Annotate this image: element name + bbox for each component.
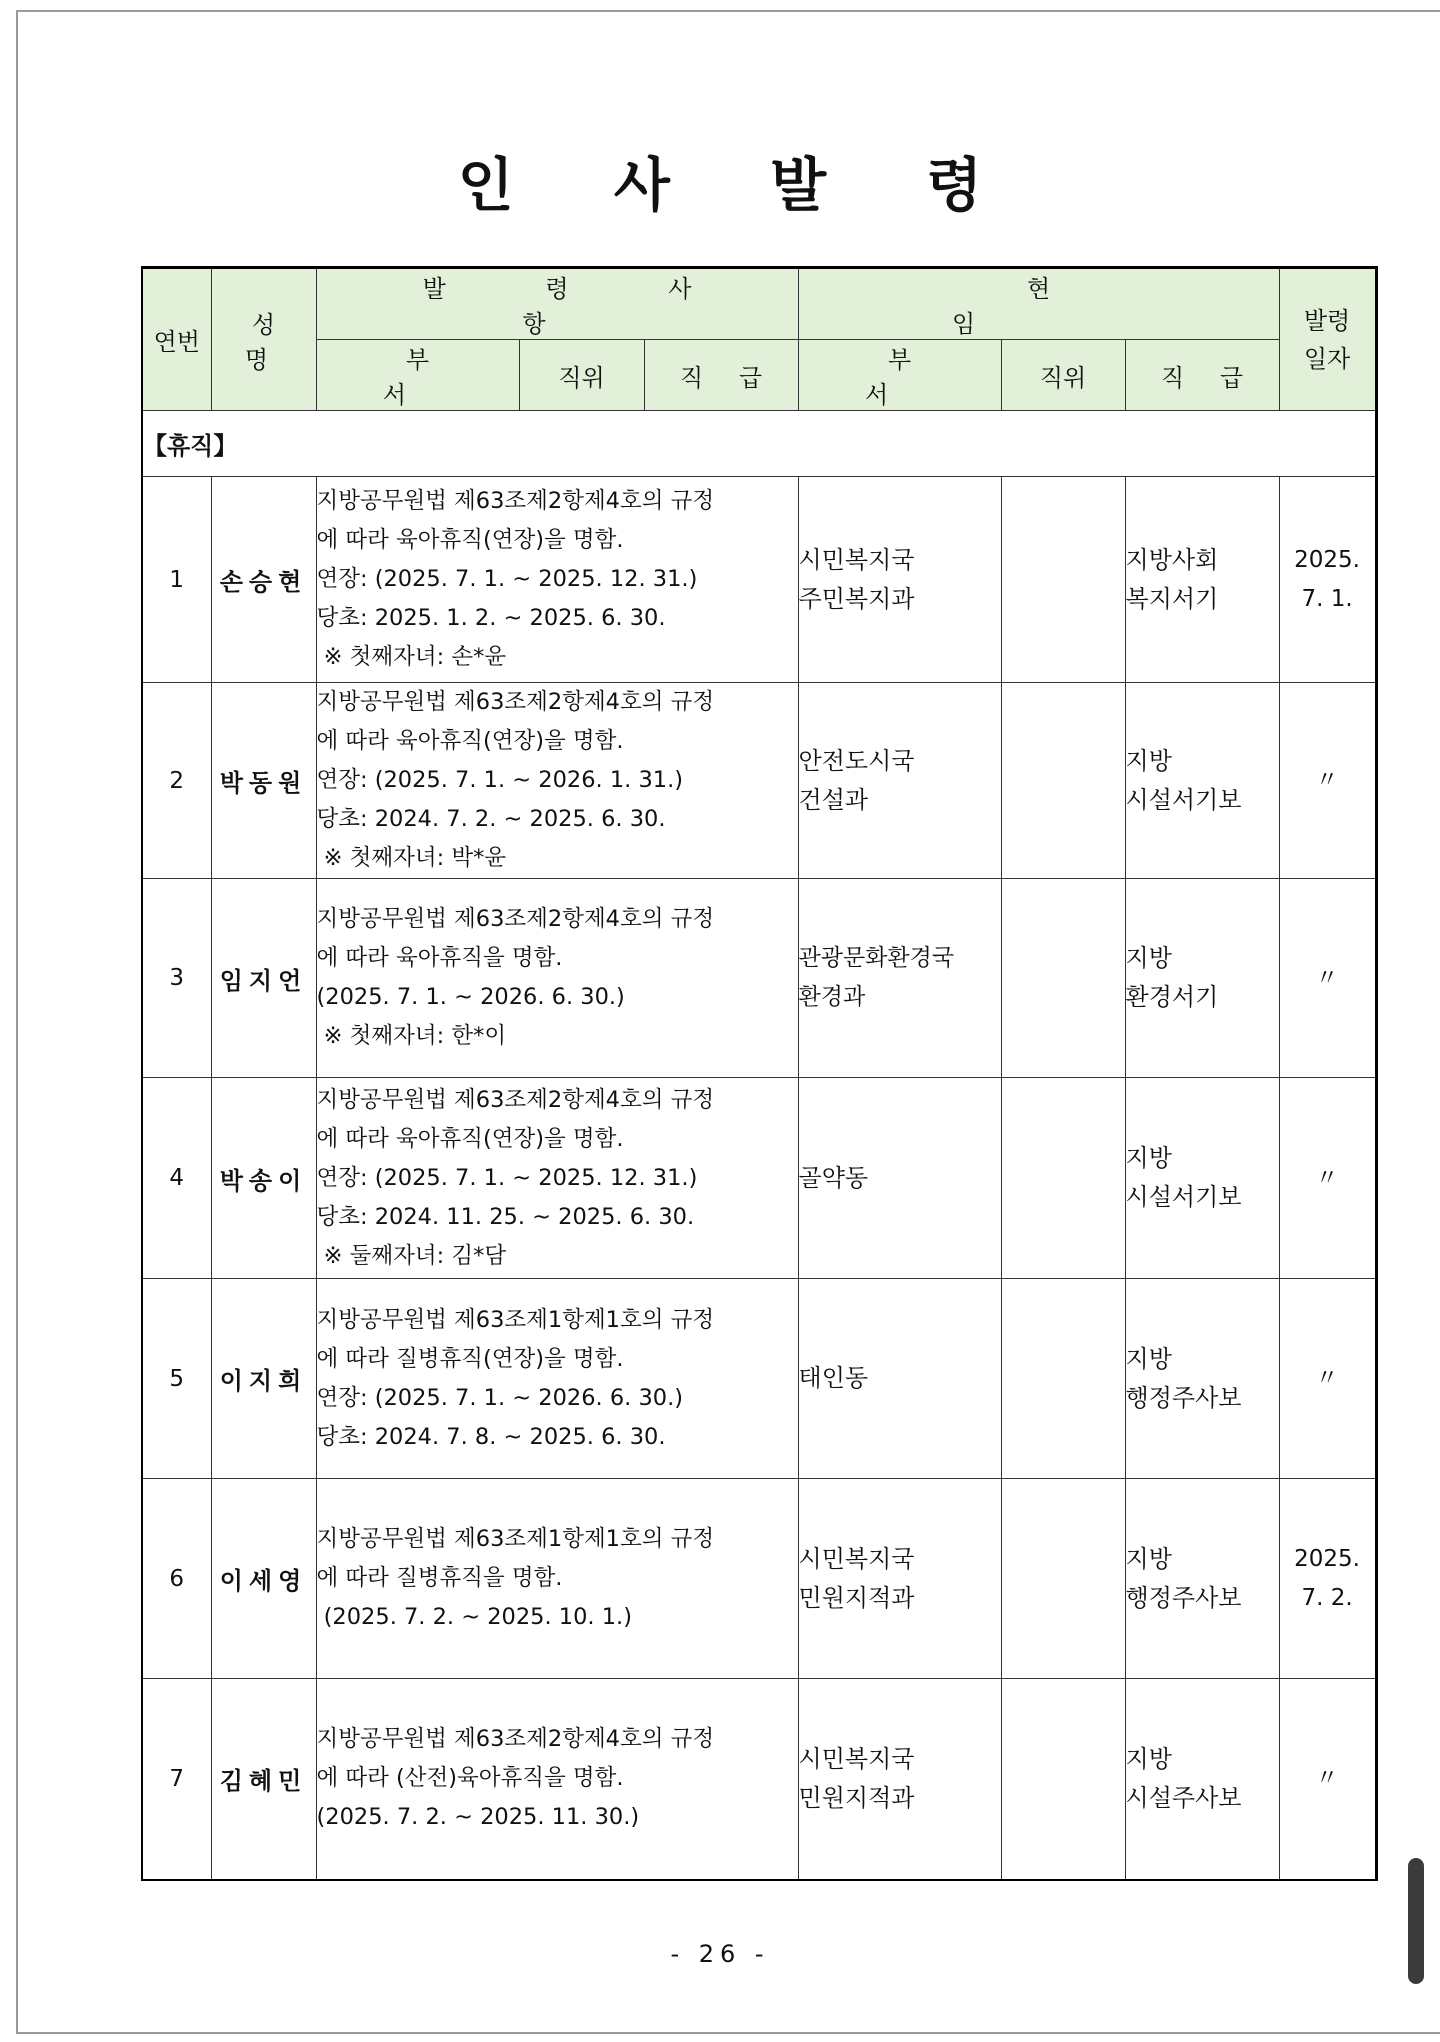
- row-current-position: [1001, 1679, 1125, 1880]
- row-no: 5: [142, 1279, 211, 1479]
- table-row: [142, 1279, 1376, 1479]
- row-current-position: [1001, 1078, 1125, 1279]
- header-current-dept: 부 서: [798, 340, 1001, 411]
- row-no: 3: [142, 879, 211, 1078]
- row-description: 지방공무원법 제63조제1항제1호의 규정 에 따라 질병휴직을 명함. (2025. 7. 2. ~ 2025. 10. 1.): [316, 1479, 798, 1679]
- header-order-group: 발 령 사 항: [316, 268, 798, 340]
- table-row: [142, 1479, 1376, 1679]
- row-no: 6: [142, 1479, 211, 1679]
- table-row: [142, 1679, 1376, 1880]
- header-order-dept: 부 서: [316, 340, 519, 411]
- row-current-dept: 시민복지국 민원지적과: [798, 1679, 1001, 1880]
- scrollbar-thumb[interactable]: [1408, 1858, 1424, 1984]
- table-row: [142, 1078, 1376, 1279]
- row-date: 〃: [1279, 1078, 1376, 1279]
- row-current-grade: 지방 환경서기: [1125, 879, 1279, 1078]
- row-description: 지방공무원법 제63조제2항제4호의 규정 에 따라 육아휴직(연장)을 명함. 연장: (2025. 7. 1. ~ 2025. 12. 31.) 당초: 2024. 11. 25. ~ 2025. 6. 30. ※ 둘째자녀: 김*담: [316, 1078, 798, 1279]
- row-current-grade: 지방 행정주사보: [1125, 1479, 1279, 1679]
- row-date: 2025. 7. 2.: [1279, 1479, 1376, 1679]
- row-current-dept: 태인동: [798, 1279, 1001, 1479]
- page-number: - 26 -: [670, 1940, 770, 1968]
- row-current-dept: 시민복지국 주민복지과: [798, 477, 1001, 683]
- row-current-dept: 시민복지국 민원지적과: [798, 1479, 1001, 1679]
- row-description: 지방공무원법 제63조제1항제1호의 규정 에 따라 질병휴직(연장)을 명함. 연장: (2025. 7. 1. ~ 2026. 6. 30.) 당초: 2024. 7. 8. ~ 2025. 6. 30.: [316, 1279, 798, 1479]
- personnel-orders-table: [141, 266, 1378, 1881]
- document-title: 인 사 발 령: [457, 151, 1023, 219]
- section-label: 【휴직】: [142, 411, 1376, 477]
- row-name: 이지희: [211, 1279, 316, 1479]
- row-current-grade: 지방사회 복지서기: [1125, 477, 1279, 683]
- row-date: 〃: [1279, 683, 1376, 879]
- row-current-grade: 지방 시설서기보: [1125, 683, 1279, 879]
- header-order-position: 직위: [519, 340, 644, 411]
- row-date: 〃: [1279, 1679, 1376, 1880]
- row-date: 2025. 7. 1.: [1279, 477, 1376, 683]
- row-name: 박송이: [211, 1078, 316, 1279]
- row-no: 4: [142, 1078, 211, 1279]
- row-date: 〃: [1279, 1279, 1376, 1479]
- row-name: 박동원: [211, 683, 316, 879]
- row-current-grade: 지방 시설주사보: [1125, 1679, 1279, 1880]
- header-name: 성 명: [211, 268, 316, 411]
- row-current-dept: 골약동: [798, 1078, 1001, 1279]
- header-current-grade: 직 급: [1125, 340, 1279, 411]
- row-current-grade: 지방 행정주사보: [1125, 1279, 1279, 1479]
- header-current-group: 현 임: [798, 268, 1279, 340]
- row-current-position: [1001, 879, 1125, 1078]
- header-date: 발령 일자: [1279, 268, 1376, 411]
- row-name: 손승현: [211, 477, 316, 683]
- row-no: 2: [142, 683, 211, 879]
- header-no: 연번: [142, 268, 211, 411]
- table-row: [142, 477, 1376, 683]
- table-row: [142, 683, 1376, 879]
- row-name: 김혜민: [211, 1679, 316, 1880]
- row-current-grade: 지방 시설서기보: [1125, 1078, 1279, 1279]
- row-date: 〃: [1279, 879, 1376, 1078]
- row-name: 임지언: [211, 879, 316, 1078]
- row-description: 지방공무원법 제63조제2항제4호의 규정 에 따라 육아휴직(연장)을 명함. 연장: (2025. 7. 1. ~ 2025. 12. 31.) 당초: 2025. 1. 2. ~ 2025. 6. 30. ※ 첫째자녀: 손*윤: [316, 477, 798, 683]
- row-no: 1: [142, 477, 211, 683]
- row-description: 지방공무원법 제63조제2항제4호의 규정 에 따라 (산전)육아휴직을 명함. (2025. 7. 2. ~ 2025. 11. 30.): [316, 1679, 798, 1880]
- table-row: [142, 879, 1376, 1078]
- header-current-position: 직위: [1001, 340, 1125, 411]
- row-description: 지방공무원법 제63조제2항제4호의 규정 에 따라 육아휴직을 명함. (2025. 7. 1. ~ 2026. 6. 30.) ※ 첫째자녀: 한*이: [316, 879, 798, 1078]
- header-order-grade: 직 급: [644, 340, 798, 411]
- row-current-dept: 안전도시국 건설과: [798, 683, 1001, 879]
- row-current-position: [1001, 477, 1125, 683]
- row-current-position: [1001, 683, 1125, 879]
- row-description: 지방공무원법 제63조제2항제4호의 규정 에 따라 육아휴직(연장)을 명함. 연장: (2025. 7. 1. ~ 2026. 1. 31.) 당초: 2024. 7. 2. ~ 2025. 6. 30. ※ 첫째자녀: 박*윤: [316, 683, 798, 879]
- row-current-position: [1001, 1479, 1125, 1679]
- row-current-position: [1001, 1279, 1125, 1479]
- row-name: 이세영: [211, 1479, 316, 1679]
- row-current-dept: 관광문화환경국 환경과: [798, 879, 1001, 1078]
- row-no: 7: [142, 1679, 211, 1880]
